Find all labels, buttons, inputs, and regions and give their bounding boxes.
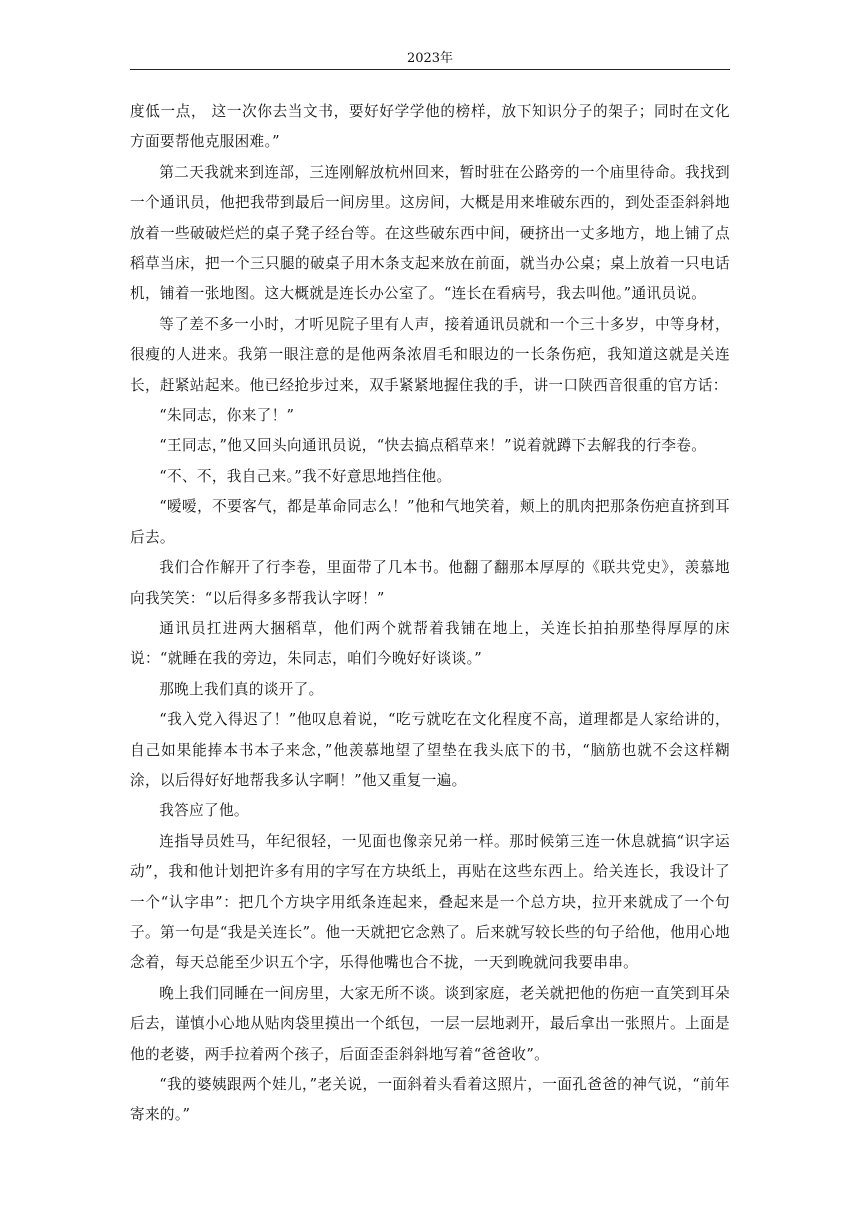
paragraph: 通讯员扛进两大捆稻草，他们两个就帮着我铺在地上，关连长拍拍那垫得厚厚的床说：“就睡在我的旁边，朱同志，咱们今晚好好谈谈。” [130, 619, 730, 668]
paragraph: 晚上我们同睡在一间房里，大家无所不谈。谈到家庭，老关就把他的伤疤一直笑到耳朵后去，谨慎小心地从贴肉袋里摸出一个纸包，一层一层地剥开，最后拿出一张照片。上面是他的老婆，两手拉着两个孩子，后面歪歪斜斜地写着“爸爸收”。 [130, 984, 730, 1063]
paragraph: 度低一点， 这一次你去当文书，要好好学学他的榜样，放下知识分子的架子；同时在文化方面要帮他克服困难。” [130, 103, 730, 151]
paragraph: “我入党入得迟了！”他叹息着说，“吃亏就吃在文化程度不高，道理都是人家给讲的，自己如果能捧本书本子来念，”他羡慕地望了望垫在我头底下的书，“脑筋也就不会这样糊涂，以后得好好地帮我多认字啊！”他又重复一遍。 [130, 711, 730, 789]
paragraph: 我们合作解开了行李卷，里面带了几本书。他翻了翻那本厚厚的《联共党史》，羡慕地向我笑笑：“以后得多多帮我认字呀！” [130, 559, 730, 607]
paragraph: “朱同志，你来了！” [159, 407, 295, 425]
paragraph: 等了差不多一小时，才听见院子里有人声，接着通讯员就和一个三十多岁，中等身材，很瘦的人进来。我第一眼注意的是他两条浓眉毛和眼边的一长条伤疤，我知道这就是关连长，赶紧站起来。他已经抢步过来，双手紧紧地握住我的手，讲一口陕西音很重的官方话： [130, 315, 730, 394]
paragraph: 第二天我就来到连部，三连刚解放杭州回来，暂时驻在公路旁的一个庙里待命。我找到一个通讯员，他把我带到最后一间房里。这房间，大概是用来堆破东西的，到处歪歪斜斜地放着一些破破烂烂的桌子凳子经台等。在这些破东西中间，硬挤出一丈多地方，地上铺了点稻草当床，把一个三只腿的破桌子用木条支起来放在前面，就当办公桌；桌上放着一只电话机，铺着一张地图。这大概就是连长办公室了。“连长在看病号，我去叫他。”通讯员说。 [130, 163, 730, 303]
paragraph: 那晚上我们真的谈开了。 [159, 680, 324, 698]
paragraph: 连指导员姓马，年纪很轻，一见面也像亲兄弟一样。那时候第三连一休息就搞“识字运动”，我和他计划把许多有用的字写在方块纸上，再贴在这些东西上。给关连长，我设计了一个“认字串”：把几个方块字用纸条连起来，叠起来是一个总方块，拉开来就成了一个句子。第一句是“我是关连长”。他一天就把它念熟了。后来就写较长些的句子给他，他用心地念着，每天总能至少识五个字，乐得他嘴也合不拢，一天到晚就问我要串串。 [130, 832, 730, 972]
page-header: 2023年 [406, 51, 454, 66]
paragraph: “我的婆姨跟两个娃儿，”老关说，一面斜着头看着这照片，一面孔爸爸的神气说，“前年寄来的。” [130, 1076, 730, 1124]
paragraph: 我答应了他。 [159, 802, 249, 820]
paragraph: “不、不，我自己来。”我不好意思地挡住他。 [159, 467, 452, 485]
paragraph: “嗳嗳，不要客气，都是革命同志么！”他和气地笑着，颊上的肌肉把那条伤疤直挤到耳后去。 [130, 498, 730, 546]
paragraph: “王同志，”他又回头向通讯员说，“快去搞点稻草来！”说着就蹲下去解我的行李卷。 [159, 437, 707, 455]
header-rule [130, 69, 730, 70]
article-body [130, 97, 730, 1131]
